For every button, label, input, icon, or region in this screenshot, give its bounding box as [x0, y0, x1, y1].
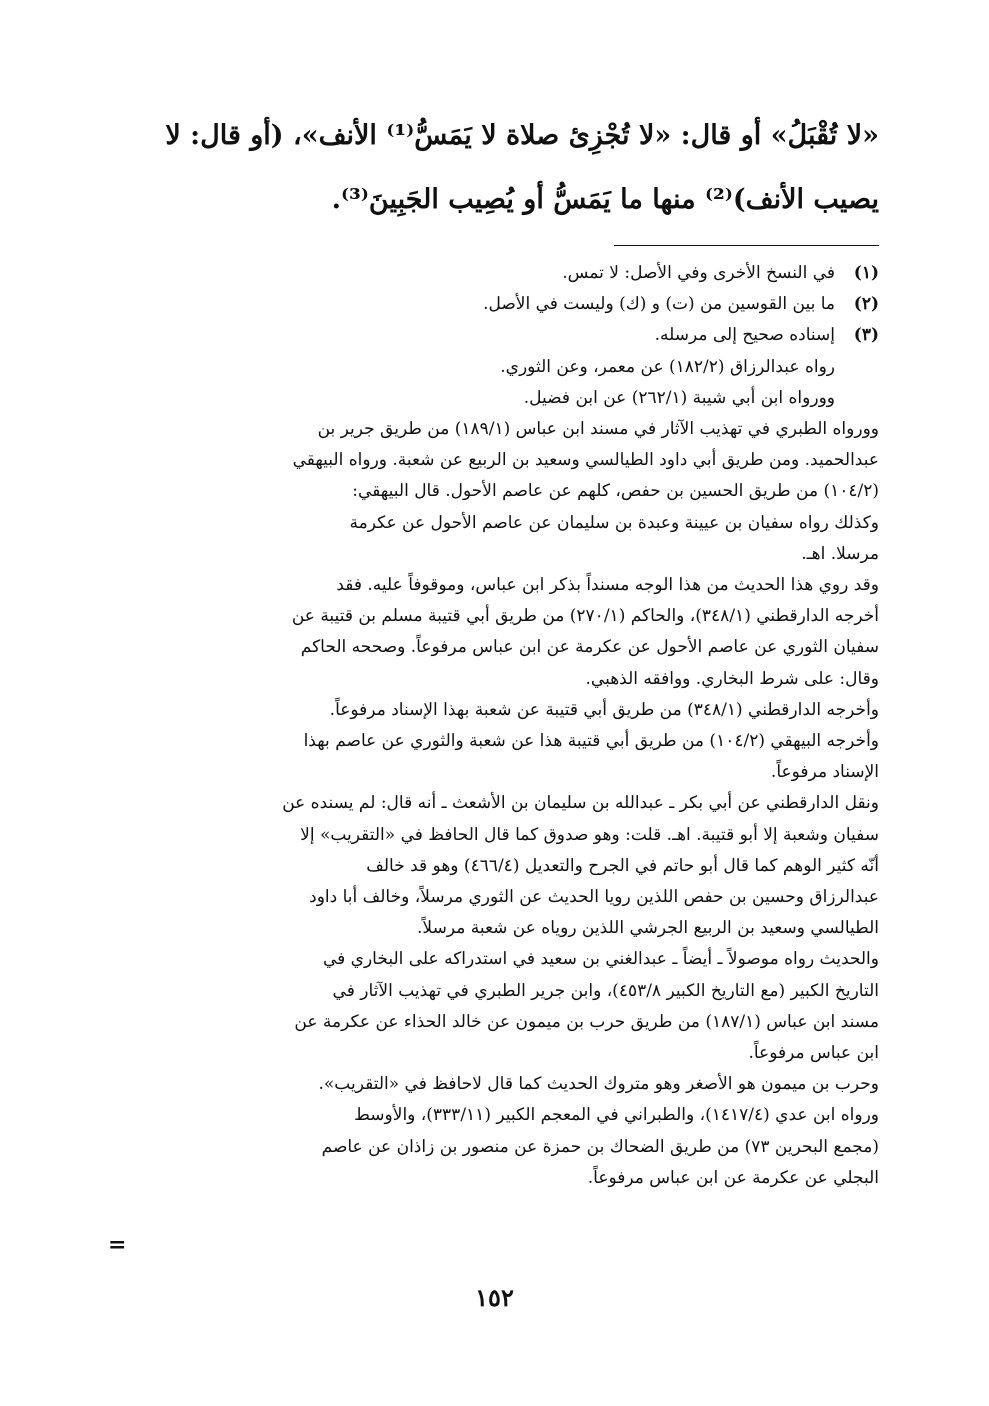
footnote-line: الطيالسي وسعيد بن الربيع الجرشي اللذين روياه عن شعبة مرسلاً.: [417, 918, 879, 939]
footnote-line: وورواه الطبري في تهذيب الآثار في مسند ابن عباس (١٨٩/١) من طريق جرير بن: [317, 419, 879, 440]
footnote-1: [119, 258, 879, 289]
page-number: ١٥٢: [475, 1283, 514, 1312]
footnote-3: [119, 320, 879, 351]
footnote-line: وورواه ابن أبي شيبة (٢٦٢/١) عن ابن فضيل.: [523, 387, 835, 408]
footnote-line: مرسلا. اهـ.: [801, 543, 879, 564]
footnote-line: ونقل الدارقطني عن أبي بكر ـ عبدالله بن سليمان بن الأشعث ـ أنه قال: لم يسنده عن: [282, 793, 879, 814]
footnote-line: سفيان وشعبة إلا أبو قتيبة. اهـ. قلت: وهو صدوق كما قال الحافظ في «التقريب» إلا: [300, 824, 879, 845]
footnote-text: في النسخ الأخرى وفي الأصل: لا تمس.: [562, 263, 835, 283]
footnote-line: وأخرجه البيهقي (١٠٤/٢) من طريق أبي قتيبة هذا عن شعبة والثوري عن عاصم بهذا: [303, 731, 879, 752]
footnote-text: ما بين القوسين من (ت) و (ك) وليست في الأصل.: [483, 294, 835, 315]
footnote-line: ابن عباس مرفوعاً.: [748, 1043, 879, 1064]
footnote-line: رواه عبدالرزاق (١٨٢/٢) عن معمر، وعن الثوري.: [500, 356, 835, 377]
footnote-line: (مجمع البحرين ٧٣) من طريق الضحاك بن حمزة عن منصور بن زاذان عن عاصم: [321, 1136, 879, 1157]
main-text-line-2: يصيب الأنف)⁽²⁾ منها ما يَمَسُّ أو يُصِيب الجَبِينَ⁽³⁾.: [331, 184, 879, 215]
footnote-line: وقد روي هذا الحديث من هذا الوجه مسنداً بذكر ابن عباس، وموقوفاً عليه. فقد: [336, 575, 879, 596]
footnote-line: وكذلك رواه سفيان بن عيينة وعبدة بن سليمان عن عاصم الأحول عن عكرمة: [349, 512, 879, 533]
footnote-line: وحرب بن ميمون هو الأصغر وهو متروك الحديث كما قال لاحافظ في «التقريب».: [318, 1074, 879, 1095]
footnote-2: [119, 289, 879, 320]
footnotes: [119, 258, 879, 1194]
footnote-line: عبدالرزاق وحسين بن حفص اللذين رويا الحديث عن الثوري مرسلاً، وخالف أبا داود: [309, 887, 879, 908]
main-text-line-1: «لا تُقْبَلُ» أو قال: «لا تُجْزِئ صلاة لا يَمَسُّ⁽¹⁾ الأنف»، (أو قال: لا: [165, 120, 879, 151]
footnote-line: سفيان الثوري عن عاصم الأحول عن عكرمة عن ابن عباس مرفوعاً. وصححه الحاكم: [300, 637, 879, 658]
footnote-line: عبدالحميد. ومن طريق أبي داود الطيالسي وسعيد بن الربيع عن شعبة. ورواه البيهقي: [292, 450, 879, 471]
footnote-number: (٢): [853, 294, 879, 315]
main-text: [119, 104, 879, 232]
footnote-line: (١٠٤/٢) من طريق الحسين بن حفص، كلهم عن عاصم الأحول. قال البيهقي:: [352, 481, 879, 502]
footnote-line: مسند ابن عباس (١٨٧/١) من طريق حرب بن ميمون عن خالد الحذاء عن عكرمة عن: [294, 1011, 879, 1032]
footnote-line: أنّه كثير الوهم كما قال أبو حاتم في الجرح والتعديل (٤٦٦/٤) وهو قد خالف: [366, 855, 879, 876]
footnote-line: الإسناد مرفوعاً.: [770, 762, 879, 783]
footnote-line: وقال: على شرط البخاري. ووافقه الذهبي.: [585, 668, 879, 689]
footnote-line: البجلي عن عكرمة عن ابن عباس مرفوعاً.: [587, 1167, 879, 1188]
footnote-separator: [614, 245, 879, 246]
footnote-line: التاريخ الكبير (مع التاريخ الكبير ٤٥٣/٨)، وابن جرير الطبري في تهذيب الآثار في: [332, 980, 879, 1001]
footnote-number: (١): [853, 263, 879, 283]
footnote-text: إسناده صحيح إلى مرسله.: [654, 325, 835, 346]
footnote-line: وأخرجه الدارقطني (٣٤٨/١) من طريق أبي قتيبة عن شعبة بهذا الإسناد مرفوعاً.: [329, 699, 879, 720]
footnote-line: والحديث رواه موصولاً ـ أيضاً ـ عبدالغني بن سعيد في استدراكه على البخاري في: [322, 949, 879, 970]
footnote-line: ورواه ابن عدي (١٤١٧/٤)، والطبراني في المعجم الكبير (٣٣٣/١١)، والأوسط: [354, 1105, 879, 1126]
footnote-line: أخرجه الدارقطني (٣٤٨/١)، والحاكم (٢٧٠/١) من طريق أبي قتيبة مسلم بن قتيبة عن: [291, 606, 879, 627]
continuation-mark: =: [108, 1232, 127, 1258]
footnote-number: (٣): [853, 325, 879, 346]
